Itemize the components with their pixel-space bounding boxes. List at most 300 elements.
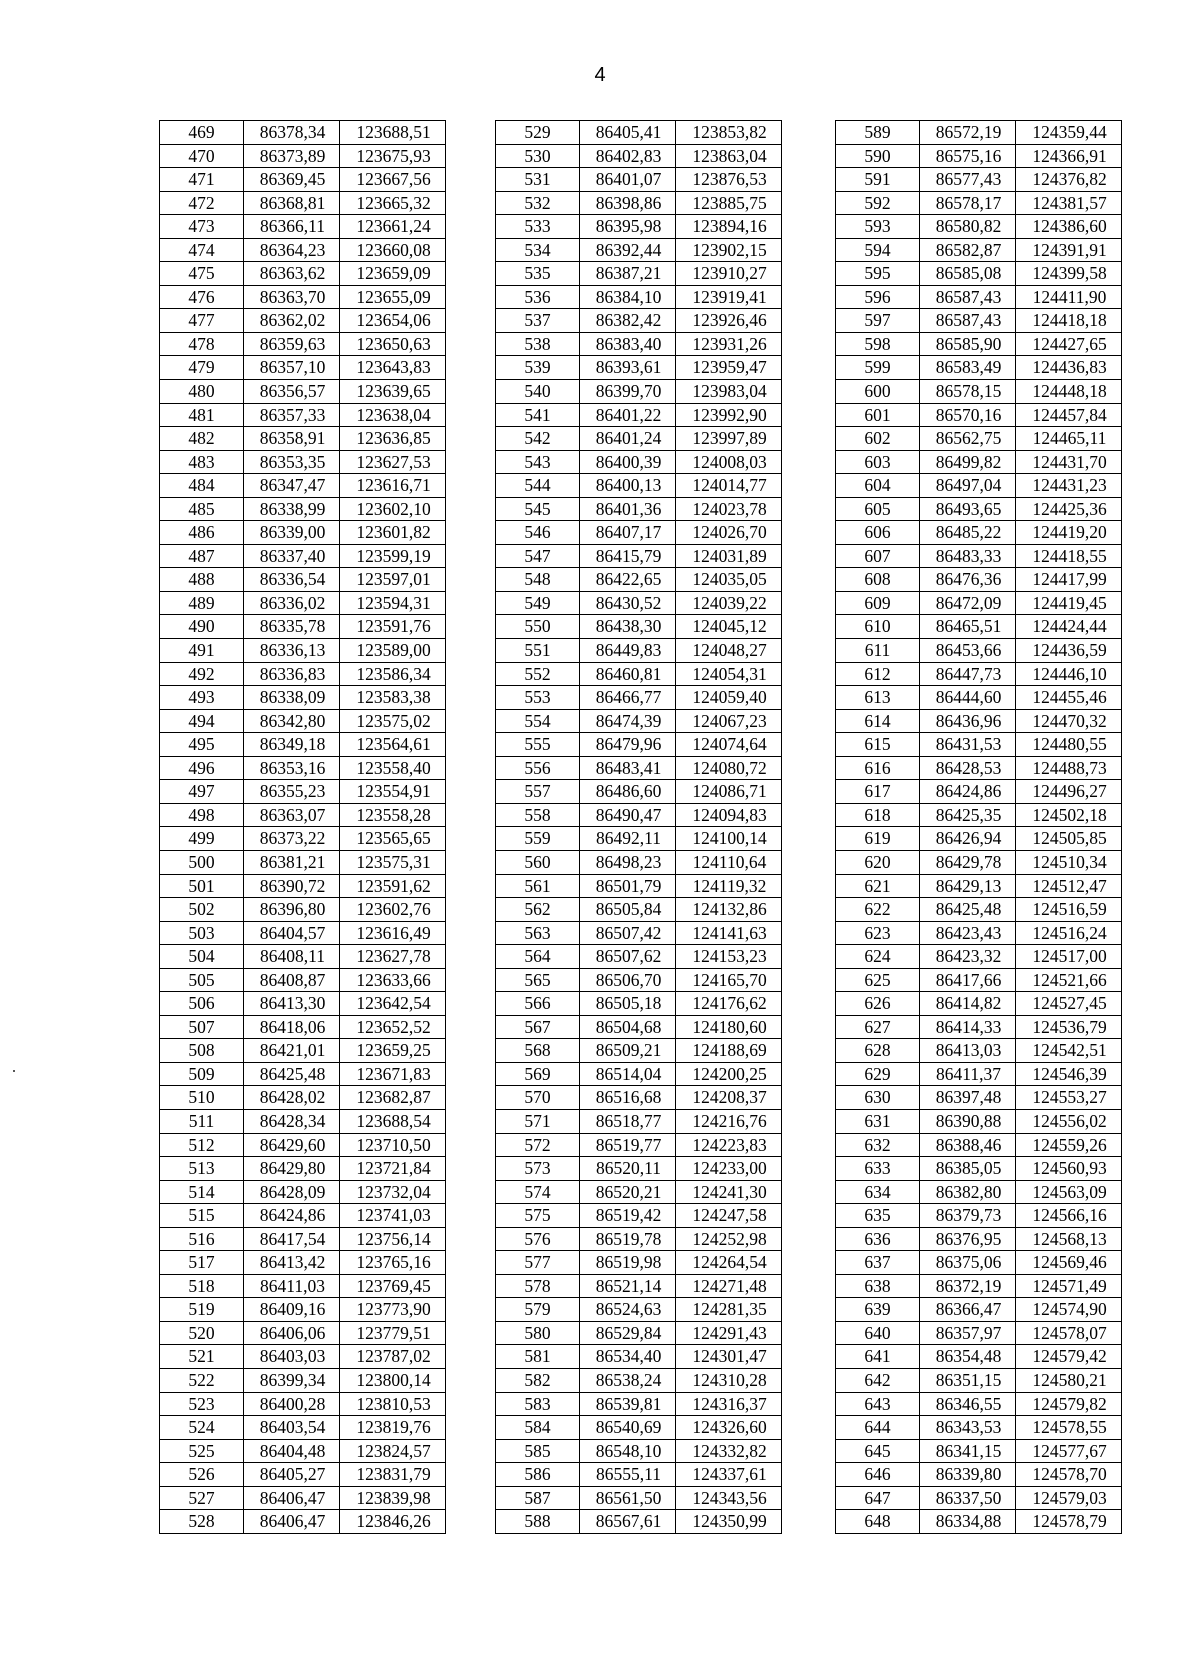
table-row xyxy=(836,1086,1122,1110)
point-number: 556 xyxy=(496,756,580,780)
y-coordinate: 123819,76 xyxy=(340,1416,446,1440)
point-number: 518 xyxy=(160,1274,244,1298)
x-coordinate: 86359,63 xyxy=(244,332,340,356)
x-coordinate: 86376,95 xyxy=(920,1227,1016,1251)
y-coordinate: 124094,83 xyxy=(676,803,782,827)
table-row xyxy=(836,191,1122,215)
point-number: 498 xyxy=(160,803,244,827)
table-row xyxy=(496,191,782,215)
x-coordinate: 86408,11 xyxy=(244,945,340,969)
table-row xyxy=(496,709,782,733)
y-coordinate: 123638,04 xyxy=(340,403,446,427)
y-coordinate: 124271,48 xyxy=(676,1274,782,1298)
y-coordinate: 123765,16 xyxy=(340,1251,446,1275)
point-number: 533 xyxy=(496,215,580,239)
y-coordinate: 124546,39 xyxy=(1016,1062,1122,1086)
point-number: 511 xyxy=(160,1109,244,1133)
y-coordinate: 124031,89 xyxy=(676,544,782,568)
point-number: 553 xyxy=(496,686,580,710)
y-coordinate: 123769,45 xyxy=(340,1274,446,1298)
table-row xyxy=(496,1463,782,1487)
point-number: 592 xyxy=(836,191,920,215)
point-number: 588 xyxy=(496,1510,580,1534)
x-coordinate: 86587,43 xyxy=(920,285,1016,309)
point-number: 645 xyxy=(836,1439,920,1463)
x-coordinate: 86429,13 xyxy=(920,874,1016,898)
y-coordinate: 124496,27 xyxy=(1016,780,1122,804)
point-number: 614 xyxy=(836,709,920,733)
x-coordinate: 86405,41 xyxy=(580,121,676,145)
point-number: 643 xyxy=(836,1392,920,1416)
point-number: 532 xyxy=(496,191,580,215)
table-row xyxy=(160,1251,446,1275)
table-row xyxy=(836,497,1122,521)
point-number: 602 xyxy=(836,427,920,451)
y-coordinate: 124568,13 xyxy=(1016,1227,1122,1251)
table-row xyxy=(160,1392,446,1416)
y-coordinate: 124023,78 xyxy=(676,497,782,521)
table-row xyxy=(496,1298,782,1322)
point-number: 524 xyxy=(160,1416,244,1440)
table-row xyxy=(160,898,446,922)
y-coordinate: 124569,46 xyxy=(1016,1251,1122,1275)
table-row xyxy=(160,285,446,309)
y-coordinate: 124310,28 xyxy=(676,1368,782,1392)
y-coordinate: 123983,04 xyxy=(676,380,782,404)
x-coordinate: 86444,60 xyxy=(920,686,1016,710)
x-coordinate: 86407,17 xyxy=(580,521,676,545)
y-coordinate: 124039,22 xyxy=(676,591,782,615)
x-coordinate: 86403,03 xyxy=(244,1345,340,1369)
point-number: 585 xyxy=(496,1439,580,1463)
table-row xyxy=(160,1274,446,1298)
y-coordinate: 124316,37 xyxy=(676,1392,782,1416)
x-coordinate: 86438,30 xyxy=(580,615,676,639)
x-coordinate: 86430,52 xyxy=(580,591,676,615)
table-row xyxy=(496,1392,782,1416)
table-row xyxy=(496,1015,782,1039)
y-coordinate: 123601,82 xyxy=(340,521,446,545)
table-row xyxy=(836,756,1122,780)
x-coordinate: 86369,45 xyxy=(244,168,340,192)
table-row xyxy=(496,1345,782,1369)
point-number: 623 xyxy=(836,921,920,945)
table-row xyxy=(836,921,1122,945)
y-coordinate: 123575,02 xyxy=(340,709,446,733)
table-row xyxy=(160,1204,446,1228)
x-coordinate: 86400,28 xyxy=(244,1392,340,1416)
x-coordinate: 86356,57 xyxy=(244,380,340,404)
x-coordinate: 86498,23 xyxy=(580,850,676,874)
table-row xyxy=(160,544,446,568)
point-number: 646 xyxy=(836,1463,920,1487)
table-row xyxy=(496,1133,782,1157)
x-coordinate: 86524,63 xyxy=(580,1298,676,1322)
point-number: 501 xyxy=(160,874,244,898)
y-coordinate: 123639,65 xyxy=(340,380,446,404)
x-coordinate: 86485,22 xyxy=(920,521,1016,545)
point-number: 491 xyxy=(160,639,244,663)
y-coordinate: 124216,76 xyxy=(676,1109,782,1133)
table-row xyxy=(496,521,782,545)
y-coordinate: 124457,84 xyxy=(1016,403,1122,427)
y-coordinate: 123565,65 xyxy=(340,827,446,851)
y-coordinate: 124141,63 xyxy=(676,921,782,945)
point-number: 542 xyxy=(496,427,580,451)
point-number: 605 xyxy=(836,497,920,521)
point-number: 554 xyxy=(496,709,580,733)
y-coordinate: 123650,63 xyxy=(340,332,446,356)
y-coordinate: 123583,38 xyxy=(340,686,446,710)
y-coordinate: 124419,45 xyxy=(1016,591,1122,615)
table-row xyxy=(836,874,1122,898)
y-coordinate: 124026,70 xyxy=(676,521,782,545)
x-coordinate: 86403,54 xyxy=(244,1416,340,1440)
x-coordinate: 86501,79 xyxy=(580,874,676,898)
y-coordinate: 123564,61 xyxy=(340,733,446,757)
table-row xyxy=(836,1227,1122,1251)
x-coordinate: 86417,66 xyxy=(920,968,1016,992)
y-coordinate: 123586,34 xyxy=(340,662,446,686)
x-coordinate: 86397,48 xyxy=(920,1086,1016,1110)
y-coordinate: 124281,35 xyxy=(676,1298,782,1322)
point-number: 509 xyxy=(160,1062,244,1086)
table-row xyxy=(836,992,1122,1016)
point-number: 609 xyxy=(836,591,920,615)
table-row xyxy=(160,639,446,663)
y-coordinate: 123636,85 xyxy=(340,427,446,451)
y-coordinate: 123554,91 xyxy=(340,780,446,804)
x-coordinate: 86363,07 xyxy=(244,803,340,827)
point-number: 644 xyxy=(836,1416,920,1440)
point-number: 639 xyxy=(836,1298,920,1322)
y-coordinate: 124048,27 xyxy=(676,639,782,663)
y-coordinate: 124465,11 xyxy=(1016,427,1122,451)
y-coordinate: 123597,01 xyxy=(340,568,446,592)
table-row xyxy=(836,1039,1122,1063)
point-number: 615 xyxy=(836,733,920,757)
point-number: 514 xyxy=(160,1180,244,1204)
table-row xyxy=(160,968,446,992)
x-coordinate: 86493,65 xyxy=(920,497,1016,521)
point-number: 475 xyxy=(160,262,244,286)
x-coordinate: 86338,99 xyxy=(244,497,340,521)
table-row xyxy=(496,850,782,874)
point-number: 547 xyxy=(496,544,580,568)
y-coordinate: 124419,20 xyxy=(1016,521,1122,545)
table-row xyxy=(496,332,782,356)
table-row xyxy=(496,756,782,780)
table-row xyxy=(496,874,782,898)
point-number: 504 xyxy=(160,945,244,969)
table-row xyxy=(836,238,1122,262)
point-number: 626 xyxy=(836,992,920,1016)
x-coordinate: 86357,10 xyxy=(244,356,340,380)
point-number: 505 xyxy=(160,968,244,992)
point-number: 586 xyxy=(496,1463,580,1487)
point-number: 603 xyxy=(836,450,920,474)
table-row xyxy=(836,1298,1122,1322)
table-row xyxy=(836,803,1122,827)
point-number: 566 xyxy=(496,992,580,1016)
x-coordinate: 86587,43 xyxy=(920,309,1016,333)
y-coordinate: 124527,45 xyxy=(1016,992,1122,1016)
x-coordinate: 86575,16 xyxy=(920,144,1016,168)
y-coordinate: 124332,82 xyxy=(676,1439,782,1463)
table-row xyxy=(160,497,446,521)
y-coordinate: 123773,90 xyxy=(340,1298,446,1322)
x-coordinate: 86540,69 xyxy=(580,1416,676,1440)
table-row xyxy=(160,1039,446,1063)
table-row xyxy=(836,827,1122,851)
point-number: 531 xyxy=(496,168,580,192)
point-number: 576 xyxy=(496,1227,580,1251)
table-row xyxy=(496,1086,782,1110)
x-coordinate: 86529,84 xyxy=(580,1321,676,1345)
x-coordinate: 86388,46 xyxy=(920,1133,1016,1157)
table-row xyxy=(160,450,446,474)
x-coordinate: 86447,73 xyxy=(920,662,1016,686)
x-coordinate: 86401,24 xyxy=(580,427,676,451)
x-coordinate: 86555,11 xyxy=(580,1463,676,1487)
y-coordinate: 123654,06 xyxy=(340,309,446,333)
table-row xyxy=(496,1062,782,1086)
x-coordinate: 86490,47 xyxy=(580,803,676,827)
table-row xyxy=(496,1486,782,1510)
table-row xyxy=(160,474,446,498)
x-coordinate: 86429,80 xyxy=(244,1157,340,1181)
x-coordinate: 86357,97 xyxy=(920,1321,1016,1345)
y-coordinate: 124110,64 xyxy=(676,850,782,874)
x-coordinate: 86519,42 xyxy=(580,1204,676,1228)
point-number: 618 xyxy=(836,803,920,827)
table-row xyxy=(496,803,782,827)
table-row xyxy=(496,898,782,922)
point-number: 479 xyxy=(160,356,244,380)
y-coordinate: 123616,71 xyxy=(340,474,446,498)
y-coordinate: 124579,03 xyxy=(1016,1486,1122,1510)
x-coordinate: 86521,14 xyxy=(580,1274,676,1298)
x-coordinate: 86486,60 xyxy=(580,780,676,804)
point-number: 583 xyxy=(496,1392,580,1416)
table-row xyxy=(496,1204,782,1228)
x-coordinate: 86362,02 xyxy=(244,309,340,333)
x-coordinate: 86396,80 xyxy=(244,898,340,922)
x-coordinate: 86519,78 xyxy=(580,1227,676,1251)
y-coordinate: 123824,57 xyxy=(340,1439,446,1463)
x-coordinate: 86406,47 xyxy=(244,1510,340,1534)
y-coordinate: 123876,53 xyxy=(676,168,782,192)
point-number: 565 xyxy=(496,968,580,992)
y-coordinate: 124326,60 xyxy=(676,1416,782,1440)
x-coordinate: 86385,05 xyxy=(920,1157,1016,1181)
point-number: 521 xyxy=(160,1345,244,1369)
x-coordinate: 86534,40 xyxy=(580,1345,676,1369)
table-row xyxy=(496,285,782,309)
table-row xyxy=(496,1439,782,1463)
table-row xyxy=(160,1133,446,1157)
y-coordinate: 123616,49 xyxy=(340,921,446,945)
table-row xyxy=(496,992,782,1016)
x-coordinate: 86429,60 xyxy=(244,1133,340,1157)
x-coordinate: 86520,11 xyxy=(580,1157,676,1181)
x-coordinate: 86336,54 xyxy=(244,568,340,592)
point-number: 485 xyxy=(160,497,244,521)
x-coordinate: 86507,62 xyxy=(580,945,676,969)
x-coordinate: 86363,62 xyxy=(244,262,340,286)
table-row xyxy=(496,474,782,498)
table-row xyxy=(160,945,446,969)
y-coordinate: 123894,16 xyxy=(676,215,782,239)
x-coordinate: 86413,42 xyxy=(244,1251,340,1275)
x-coordinate: 86390,88 xyxy=(920,1109,1016,1133)
y-coordinate: 124553,27 xyxy=(1016,1086,1122,1110)
table-row xyxy=(496,1039,782,1063)
x-coordinate: 86562,75 xyxy=(920,427,1016,451)
table-row xyxy=(496,497,782,521)
point-number: 640 xyxy=(836,1321,920,1345)
x-coordinate: 86364,23 xyxy=(244,238,340,262)
y-coordinate: 123558,28 xyxy=(340,803,446,827)
point-number: 548 xyxy=(496,568,580,592)
y-coordinate: 124418,18 xyxy=(1016,309,1122,333)
point-number: 610 xyxy=(836,615,920,639)
table-row xyxy=(496,215,782,239)
y-coordinate: 124425,36 xyxy=(1016,497,1122,521)
x-coordinate: 86425,48 xyxy=(920,898,1016,922)
y-coordinate: 124517,00 xyxy=(1016,945,1122,969)
y-coordinate: 124223,83 xyxy=(676,1133,782,1157)
table-row xyxy=(160,1227,446,1251)
point-number: 567 xyxy=(496,1015,580,1039)
x-coordinate: 86479,96 xyxy=(580,733,676,757)
table-row xyxy=(160,309,446,333)
table-row xyxy=(496,639,782,663)
point-number: 629 xyxy=(836,1062,920,1086)
table-row xyxy=(836,474,1122,498)
table-row xyxy=(836,121,1122,145)
table-row xyxy=(836,1345,1122,1369)
point-number: 519 xyxy=(160,1298,244,1322)
coordinate-table-column-2 xyxy=(495,120,782,1534)
point-number: 648 xyxy=(836,1510,920,1534)
y-coordinate: 123602,76 xyxy=(340,898,446,922)
x-coordinate: 86580,82 xyxy=(920,215,1016,239)
table-row xyxy=(160,356,446,380)
point-number: 612 xyxy=(836,662,920,686)
x-coordinate: 86567,61 xyxy=(580,1510,676,1534)
y-coordinate: 124376,82 xyxy=(1016,168,1122,192)
y-coordinate: 124559,26 xyxy=(1016,1133,1122,1157)
y-coordinate: 124488,73 xyxy=(1016,756,1122,780)
point-number: 469 xyxy=(160,121,244,145)
point-number: 470 xyxy=(160,144,244,168)
point-number: 526 xyxy=(160,1463,244,1487)
table-row xyxy=(836,1321,1122,1345)
table-row xyxy=(836,309,1122,333)
x-coordinate: 86383,40 xyxy=(580,332,676,356)
point-number: 486 xyxy=(160,521,244,545)
point-number: 500 xyxy=(160,850,244,874)
y-coordinate: 124480,55 xyxy=(1016,733,1122,757)
x-coordinate: 86379,73 xyxy=(920,1204,1016,1228)
table-row xyxy=(836,591,1122,615)
table-row xyxy=(496,1227,782,1251)
point-number: 472 xyxy=(160,191,244,215)
y-coordinate: 124411,90 xyxy=(1016,285,1122,309)
x-coordinate: 86372,19 xyxy=(920,1274,1016,1298)
table-row xyxy=(496,121,782,145)
point-number: 481 xyxy=(160,403,244,427)
x-coordinate: 86409,16 xyxy=(244,1298,340,1322)
point-number: 574 xyxy=(496,1180,580,1204)
y-coordinate: 123910,27 xyxy=(676,262,782,286)
y-coordinate: 123627,78 xyxy=(340,945,446,969)
y-coordinate: 124579,82 xyxy=(1016,1392,1122,1416)
x-coordinate: 86516,68 xyxy=(580,1086,676,1110)
table-row xyxy=(496,168,782,192)
point-number: 581 xyxy=(496,1345,580,1369)
x-coordinate: 86424,86 xyxy=(920,780,1016,804)
point-number: 530 xyxy=(496,144,580,168)
point-number: 625 xyxy=(836,968,920,992)
x-coordinate: 86417,54 xyxy=(244,1227,340,1251)
table-row xyxy=(160,568,446,592)
point-number: 647 xyxy=(836,1486,920,1510)
table-row xyxy=(836,215,1122,239)
table-row xyxy=(160,615,446,639)
x-coordinate: 86406,47 xyxy=(244,1486,340,1510)
table-row xyxy=(836,968,1122,992)
table-row xyxy=(496,686,782,710)
y-coordinate: 123779,51 xyxy=(340,1321,446,1345)
x-coordinate: 86375,06 xyxy=(920,1251,1016,1275)
point-number: 630 xyxy=(836,1086,920,1110)
y-coordinate: 123671,83 xyxy=(340,1062,446,1086)
table-row xyxy=(496,733,782,757)
table-row xyxy=(160,992,446,1016)
point-number: 641 xyxy=(836,1345,920,1369)
y-coordinate: 124566,16 xyxy=(1016,1204,1122,1228)
point-number: 617 xyxy=(836,780,920,804)
y-coordinate: 123885,75 xyxy=(676,191,782,215)
table-row xyxy=(160,121,446,145)
x-coordinate: 86358,91 xyxy=(244,427,340,451)
x-coordinate: 86492,11 xyxy=(580,827,676,851)
y-coordinate: 124436,83 xyxy=(1016,356,1122,380)
table-row xyxy=(160,427,446,451)
y-coordinate: 124080,72 xyxy=(676,756,782,780)
table-row xyxy=(160,1062,446,1086)
x-coordinate: 86506,70 xyxy=(580,968,676,992)
table-row xyxy=(496,1416,782,1440)
x-coordinate: 86414,33 xyxy=(920,1015,1016,1039)
y-coordinate: 124054,31 xyxy=(676,662,782,686)
y-coordinate: 124208,37 xyxy=(676,1086,782,1110)
table-row xyxy=(496,1274,782,1298)
point-number: 634 xyxy=(836,1180,920,1204)
y-coordinate: 123997,89 xyxy=(676,427,782,451)
point-number: 604 xyxy=(836,474,920,498)
x-coordinate: 86561,50 xyxy=(580,1486,676,1510)
x-coordinate: 86499,82 xyxy=(920,450,1016,474)
table-row xyxy=(160,662,446,686)
x-coordinate: 86366,47 xyxy=(920,1298,1016,1322)
x-coordinate: 86519,77 xyxy=(580,1133,676,1157)
table-row xyxy=(496,615,782,639)
x-coordinate: 86585,08 xyxy=(920,262,1016,286)
x-coordinate: 86398,86 xyxy=(580,191,676,215)
